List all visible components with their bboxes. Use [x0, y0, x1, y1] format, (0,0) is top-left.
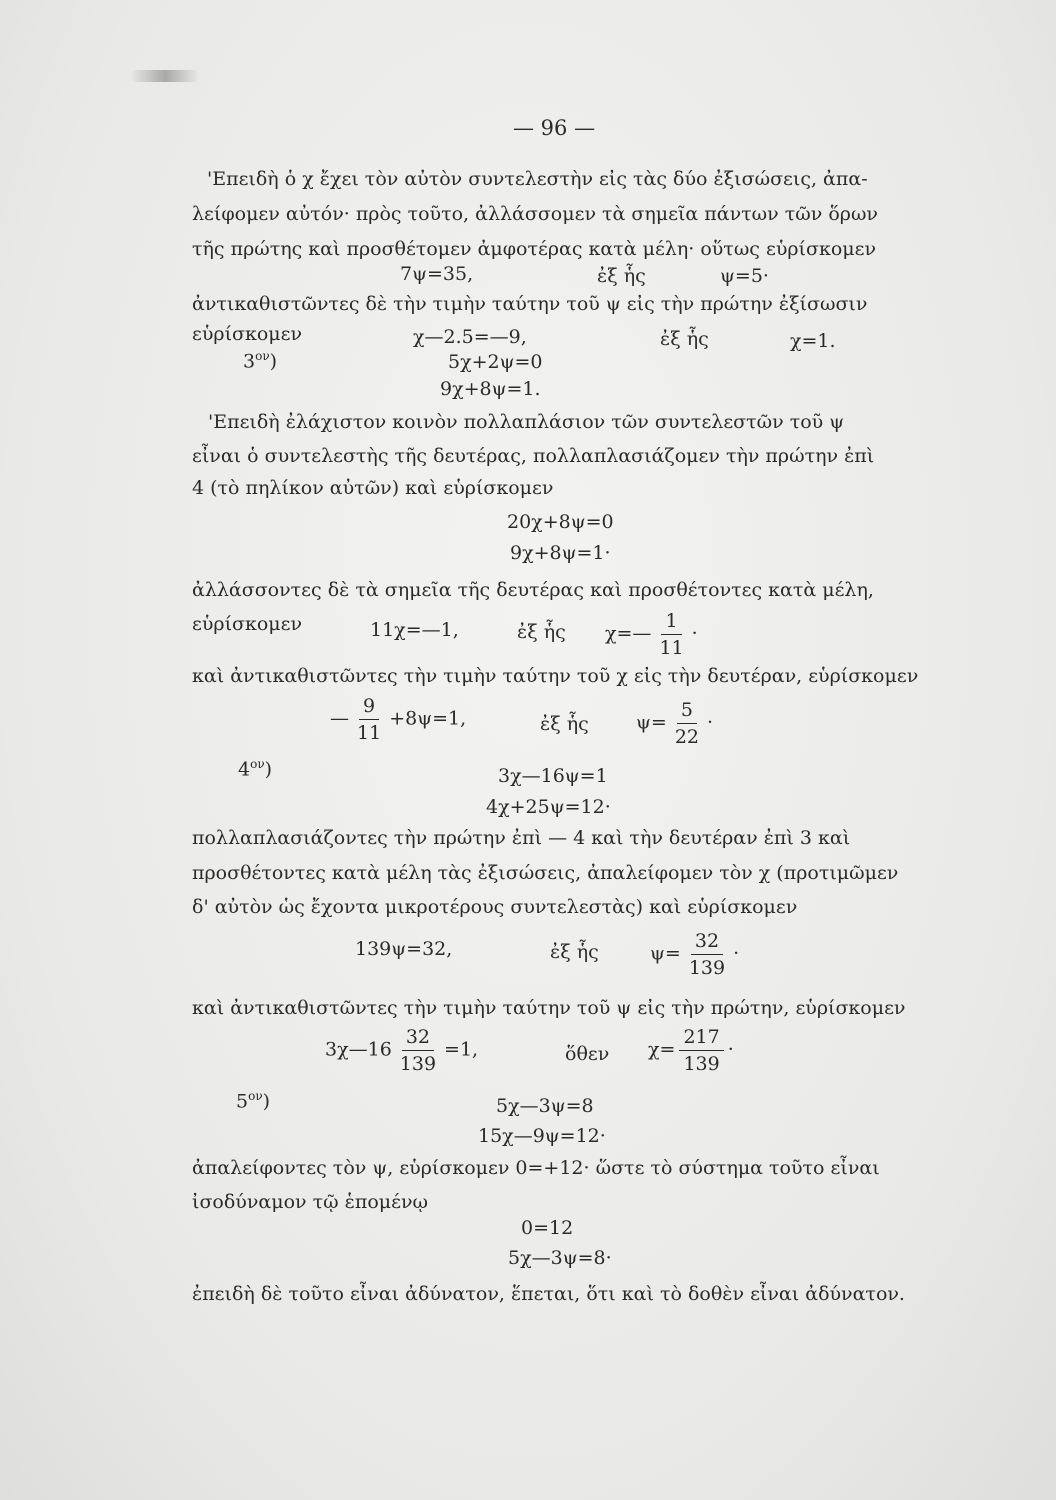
text-line: πολλαπλασιάζοντες τὴν πρώτην ἐπὶ — 4 καὶ τὴν δευτέραν ἐπὶ 3 καὶ [192, 827, 851, 849]
text-line: δ' αὐτὸν ὡς ἔχοντα μικροτέρους συντελεστὰς) καὶ εὑρίσκομεν [192, 896, 798, 918]
text-line: εἶναι ὁ συντελεστὴς τῆς δευτέρας, πολλαπλασιάζομεν τὴν πρώτην ἐπὶ [192, 445, 875, 467]
equation: ψ= $\frac{32}{139}$ · [650, 930, 740, 979]
text-line: ἰσοδύναμον τῷ ἑπομένῳ [192, 1191, 429, 1213]
fraction: $\frac{5}{22}$ [674, 699, 700, 748]
equation: 20χ+8ψ=0 [507, 511, 614, 533]
equation: 5χ+2ψ=0 [448, 351, 543, 373]
text-line: ἀντικαθιστῶντες δὲ τὴν τιμὴν ταύτην τοῦ ψ εἰς τὴν πρώτην ἐξίσωσιν [192, 293, 868, 315]
equation: χ=1. [790, 330, 836, 352]
fraction: $\frac{32}{139}$ [688, 930, 726, 979]
section-label: $3^{o\nu}$) [243, 349, 278, 373]
section-label: $4^{o\nu}$) [238, 757, 273, 781]
equation: 3χ—16ψ=1 [498, 765, 608, 787]
text-fragment: ἐξ ἧς [660, 328, 709, 350]
equation: 5χ—3ψ=8 [496, 1095, 594, 1117]
fraction: $\frac{217}{139}$ [679, 1024, 723, 1077]
text-fragment: ἐξ ἧς [597, 265, 646, 287]
text-line: ἐπειδὴ δὲ τοῦτο εἶναι ἀδύνατον, ἕπεται, ὅτι καὶ τὸ δοθὲν εἶναι ἀδύνατον. [192, 1283, 905, 1305]
text-fragment: ὅθεν [565, 1043, 610, 1065]
fraction: $\frac{9}{11}$ [357, 695, 382, 744]
text-line: τῆς πρώτης καὶ προσθέτομεν ἀμφοτέρας κατὰ μέλη· οὕτως εὑρίσκομεν [192, 238, 877, 260]
equation: 0=12 [521, 1217, 574, 1239]
text-line: ἀλλάσσοντες δὲ τὰ σημεῖα τῆς δευτέρας καὶ προσθέτοντες κατὰ μέλη, [192, 579, 874, 601]
equation: 11χ=—1, [370, 619, 459, 641]
equation: ψ=5· [720, 265, 769, 287]
text-line: 'Επειδὴ ἐλάχιστον κοινὸν πολλαπλάσιον τῶν συντελεστῶν τοῦ ψ [208, 411, 845, 433]
page-number: — 96 — [513, 116, 596, 140]
equation: 3χ—16 $\frac{32}{139}$ =1, [325, 1026, 479, 1075]
equation: χ= $\frac{217}{139}$ · [648, 1026, 734, 1075]
equation: χ—2.5=—9, [413, 326, 527, 348]
equation: 4χ+25ψ=12· [486, 796, 611, 818]
equation: 15χ—9ψ=12· [478, 1125, 606, 1147]
fraction: $\frac{1}{11}$ [659, 610, 684, 659]
equation: — $\frac{9}{11}$ +8ψ=1, [330, 695, 467, 744]
equation: 9χ+8ψ=1· [510, 542, 611, 564]
text-fragment: ἐξ ἧς [517, 621, 566, 643]
equation: ψ= $\frac{5}{22}$ · [636, 699, 714, 748]
equation: 5χ—3ψ=8· [508, 1247, 612, 1269]
section-label: $5^{o\nu}$) [236, 1089, 271, 1113]
text-line: καὶ ἀντικαθιστῶντες τὴν τιμὴν ταύτην τοῦ ψ εἰς τὴν πρώτην, εὑρίσκομεν [192, 997, 906, 1019]
text-fragment: εὑρίσκομεν [192, 613, 303, 635]
text-fragment: ἐξ ἧς [540, 713, 589, 735]
text-line: λείφομεν αὐτόν· πρὸς τοῦτο, ἀλλάσσομεν τὰ σημεῖα πάντων τῶν ὅρων [192, 203, 878, 225]
text-line: ἀπαλείφοντες τὸν ψ, εὑρίσκομεν 0=+12· ὥστε τὸ σύστημα τοῦτο εἶναι [192, 1157, 880, 1179]
equation: 7ψ=35, [400, 263, 474, 285]
text-line: προσθέτοντες κατὰ μέλη τὰς ἐξισώσεις, ἀπαλείφομεν τὸν χ (προτιμῶμεν [192, 862, 899, 884]
ink-smudge [130, 70, 200, 82]
text-line: καὶ ἀντικαθιστῶντες τὴν τιμὴν ταύτην τοῦ χ εἰς τὴν δευτέραν, εὑρίσκομεν [192, 665, 919, 687]
equation: 9χ+8ψ=1. [440, 378, 541, 400]
equation: 139ψ=32, [355, 938, 453, 960]
text-line: 4 (τὸ πηλίκον αὐτῶν) καὶ εὑρίσκομεν [192, 477, 554, 499]
text-fragment: εὑρίσκομεν [192, 323, 303, 345]
equation: χ=— $\frac{1}{11}$ · [605, 610, 698, 659]
text-fragment: ἐξ ἧς [550, 941, 599, 963]
text-line: 'Επειδὴ ὁ χ ἔχει τὸν αὐτὸν συντελεστὴν εἰς τὰς δύο ἐξισώσεις, ἀπα- [207, 168, 868, 190]
fraction: $\frac{32}{139}$ [399, 1026, 437, 1075]
